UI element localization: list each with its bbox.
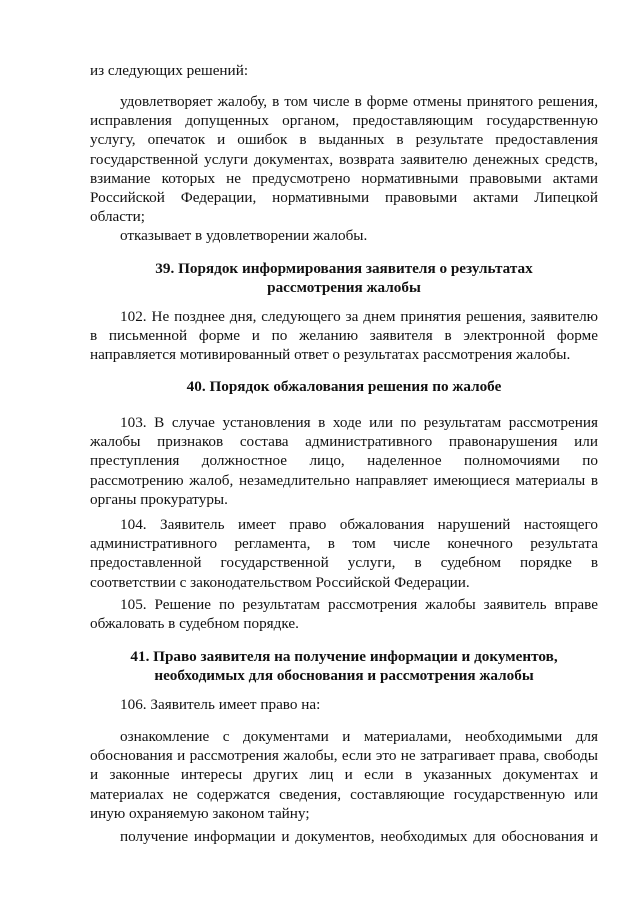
heading-line: рассмотрения жалобы bbox=[267, 279, 421, 297]
section-heading-41 bbox=[90, 647, 598, 685]
paragraph-receive bbox=[90, 827, 598, 846]
text-line: удовлетворяет жалобу, в том числе в форме отмены принятого решения, bbox=[120, 93, 598, 110]
heading-line: 41. Право заявителя на получение информации и документов, bbox=[130, 648, 558, 665]
text-line: соответствии с законодательством Российской Федерации. bbox=[90, 573, 470, 591]
paragraph-satisfy bbox=[90, 92, 598, 226]
text-line: в письменной форме и по желанию заявителя в электронной форме bbox=[90, 327, 598, 345]
text-line: исправления допущенных органом, предоставляющим государственную bbox=[90, 112, 598, 130]
text-line: предоставленной государственной услуги, в судебном порядке в bbox=[90, 554, 598, 572]
paragraph-104 bbox=[90, 515, 598, 592]
text-line: взимание которых не предусмотрено нормативными правовыми актами bbox=[90, 169, 598, 187]
text-line: иную охраняемую законом тайну; bbox=[90, 804, 310, 822]
heading-line: необходимых для обоснования и рассмотрения жалобы bbox=[154, 667, 534, 685]
text-line: 106. Заявитель имеет право на: bbox=[120, 696, 321, 713]
text-line: обжаловать в судебном порядке. bbox=[90, 615, 299, 633]
text-line: обоснования и рассмотрения жалобы, если это не затрагивает права, свободы bbox=[90, 747, 598, 765]
text-line: жалобы признаков состава административного правонарушения или bbox=[90, 433, 598, 451]
text-line: услугу, опечаток и ошибок в выданных в результате предоставления bbox=[90, 131, 598, 149]
text-line: 102. Не позднее дня, следующего за днем принятия решения, заявителю bbox=[120, 308, 598, 325]
text-line: 103. В случае установления в ходе или по результатам рассмотрения bbox=[120, 414, 598, 431]
text-line: и законные интересы других лиц и если в указанных документах и bbox=[90, 766, 598, 784]
paragraph-106 bbox=[90, 695, 598, 714]
heading-line: 39. Порядок информирования заявителя о результатах bbox=[155, 260, 533, 277]
text-line: 105. Решение по результатам рассмотрения жалобы заявитель вправе bbox=[120, 596, 598, 613]
text-line: направляется мотивированный ответ о результатах рассмотрения жалобы. bbox=[90, 346, 571, 364]
paragraph-intro bbox=[90, 61, 598, 80]
text-line: материалах не содержатся сведения, составляющие государственную или bbox=[90, 785, 598, 803]
text-line: ознакомление с документами и материалами, необходимыми для bbox=[120, 728, 598, 745]
text-line: отказывает в удовлетворении жалобы. bbox=[120, 227, 368, 244]
text-line: Российской Федерации, нормативными правовыми актами Липецкой bbox=[90, 189, 598, 207]
paragraph-103 bbox=[90, 413, 598, 509]
text-line: получение информации и документов, необходимых для обоснования и bbox=[120, 828, 598, 845]
text-line: государственной услуги документах, возврата заявителю денежных средств, bbox=[90, 150, 598, 168]
text-line: 104. Заявитель имеет право обжалования нарушений настоящего bbox=[120, 516, 598, 533]
text-line: из следующих решений: bbox=[90, 62, 249, 79]
paragraph-refuse bbox=[90, 226, 598, 245]
text-line: области; bbox=[90, 208, 145, 226]
text-line: административного регламента, в том числе конечного результата bbox=[90, 535, 598, 553]
section-heading-39 bbox=[90, 259, 598, 297]
text-line: органы прокуратуры. bbox=[90, 490, 228, 508]
heading-line: 40. Порядок обжалования решения по жалобе bbox=[186, 378, 502, 395]
text-line: рассмотрению жалоб, незамедлительно направляет имеющиеся материалы в bbox=[90, 471, 598, 489]
paragraph-familiar bbox=[90, 727, 598, 823]
paragraph-105 bbox=[90, 595, 598, 633]
section-heading-40 bbox=[90, 377, 598, 396]
text-line: преступления должностное лицо, наделенное полномочиями по bbox=[90, 452, 598, 470]
paragraph-102 bbox=[90, 307, 598, 365]
